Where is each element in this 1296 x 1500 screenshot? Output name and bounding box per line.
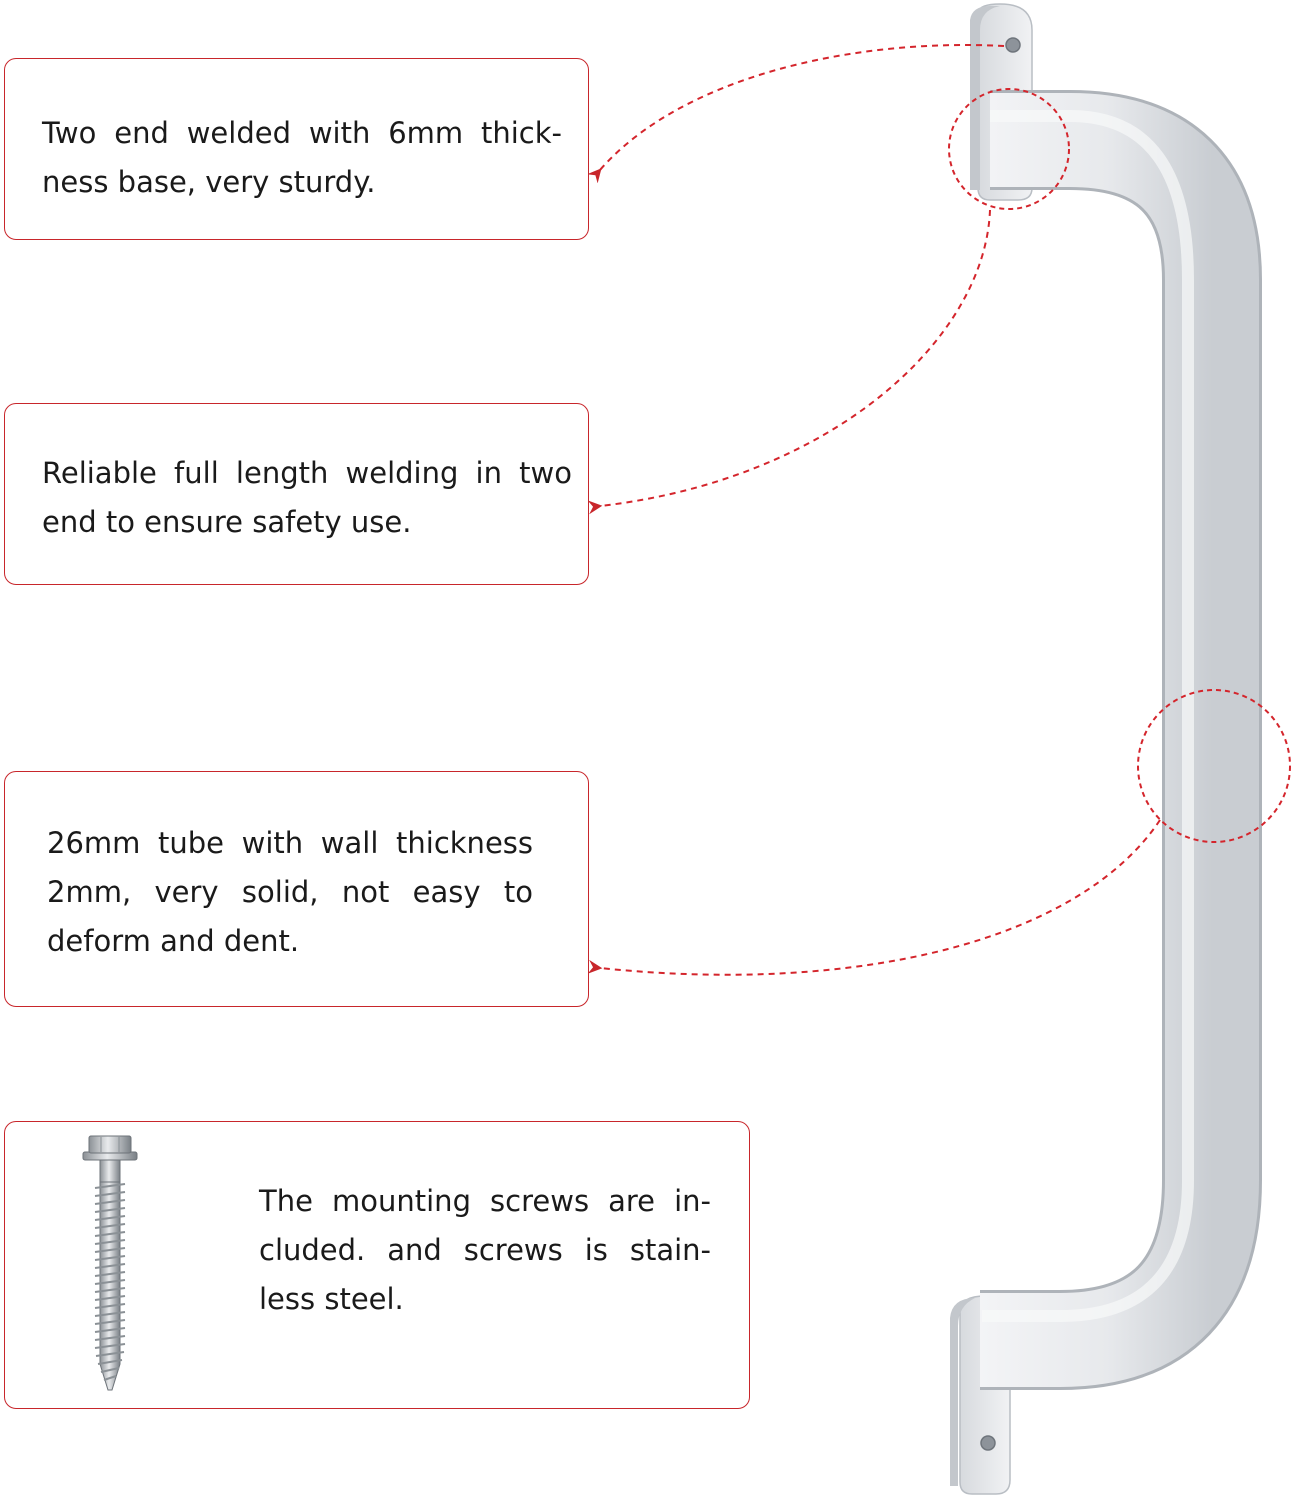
arrow-to-callout-1 bbox=[600, 45, 1004, 170]
callout-tube-thickness-text: 26mm tube with wall thickness 2mm, very solid, not easy to deform and dent. bbox=[47, 826, 533, 958]
grab-bar-illustration bbox=[950, 4, 1212, 1494]
arrow-to-callout-2 bbox=[600, 210, 990, 506]
callout-tube-thickness bbox=[4, 771, 589, 1007]
callout-full-welding bbox=[4, 403, 589, 585]
callout-screws-text: The mounting screws are in-cluded. and screws is stain-less steel. bbox=[259, 1184, 711, 1316]
callout-screws bbox=[4, 1121, 750, 1409]
callout-full-welding-text: Reliable full length welding in two end to ensure safety use. bbox=[42, 456, 572, 539]
screw-icon bbox=[75, 1134, 145, 1396]
callout-welded-base-text: Two end welded with 6mm thick-ness base, very sturdy. bbox=[42, 116, 562, 199]
callout-welded-base bbox=[4, 58, 589, 240]
arrow-to-callout-3 bbox=[600, 820, 1160, 975]
